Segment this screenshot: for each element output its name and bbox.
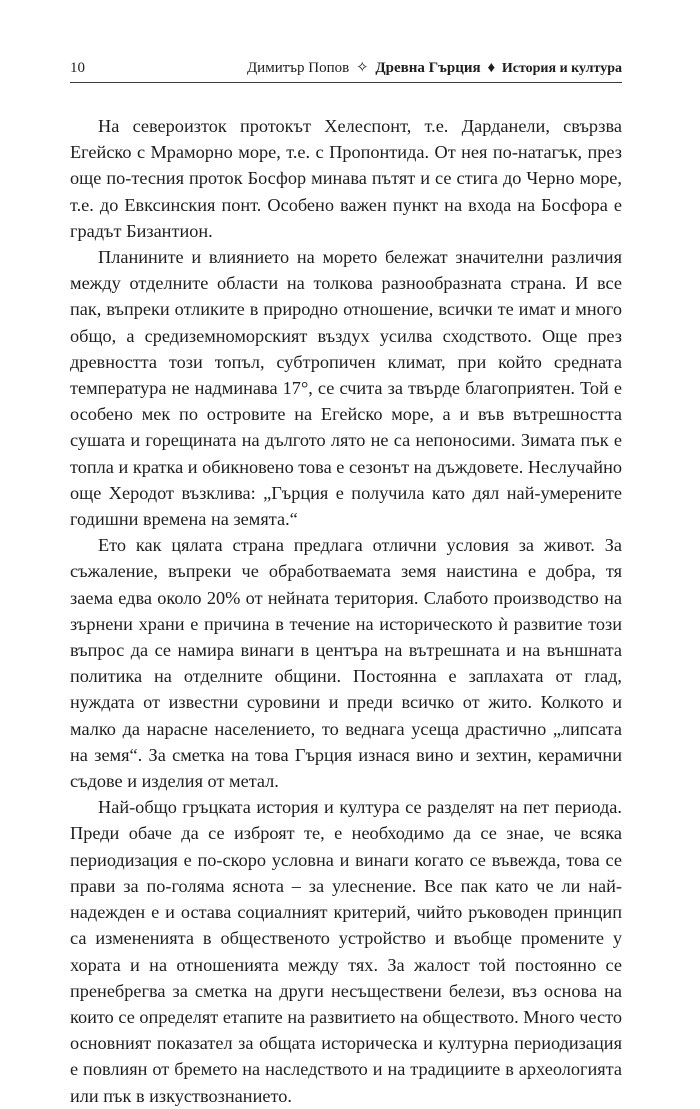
- body-text: [70, 113, 622, 1109]
- book-title: Древна Гърция: [375, 60, 481, 76]
- page-header: [70, 58, 622, 83]
- paragraph-climate: Планините и влиянието на морето бележат значителни различия между отделните области на толкова разнообразната страна. И все пак, въпреки отликите в природно отношение, всички те имат и много общо, а средиземноморският въздух усилва сходството. Още през древността този топъл, субтропичен климат, при който средната температура не надминава 17°, се счита за твърде благоприятен. Той е особено мек по островите на Егейско море, а и във вътрешността сушата и горещината на дългото лято не са непоносими. Зимата пък е топла и кратка и обикновено това е сезонът на дъждовете. Неслучайно още Херодот възклива: „Гърция е получила като дял най-умерените годишни времена на земята.“: [70, 247, 623, 530]
- page-number: 10: [70, 60, 85, 76]
- running-head: [247, 58, 622, 77]
- section-title: История и култура: [501, 61, 622, 76]
- author-name: Димитър Попов: [246, 60, 350, 76]
- paragraph-straits: На североизток протокът Хелеспонт, т.е. Дарданели, свързва Егейско с Мраморно море, т.е. с Пропонтида. От нея по-натагък, през още по-тесния проток Босфор минава пътят и се стига до Черно море, т.е. до Евксинския понт. Особено важен пункт на входа на Босфора е градът Бизантион.: [70, 116, 622, 241]
- diamond-ornament-icon: ♦: [487, 60, 496, 76]
- book-page: [70, 58, 622, 1109]
- paragraph-periodization: Най-общо гръцката история и култура се разделят на пет периода. Преди обаче да се изброят те, е необходимо да се знае, че всяка периодизация е по-скоро условна и винаги когато се въвежда, това се прави за по-голяма яснота – за улеснение. Все пак като че ли най-надежден е и остава социалният критерий, чийто ръководен принцип са измененията в общественото устройство и въобще промените у хората и на отношенията между тях. За жалост той постоянно се пренебрегва за сметка на други несъществени белези, въз основа на които се определят етапите на развитието на обществото. Много често основният показател за общата историческа и културна периодизация е повлиян от бремето на наследството и на традициите в археологията или пък в изкуствознанието.: [70, 797, 622, 1106]
- paragraph-land: Ето как цялата страна предлага отлични условия за живот. За съжаление, въпреки че обработваемата земя наистина е добра, тя заема едва около 20% от нейната територия. Слабото производство на зърнени храни е причина в течение на историческото ѝ развитие този въпрос да се намира винаги в центъра на вътрешната и на външната политика на отделните общини. Постоянна е заплахата от глад, нуждата от известни суровини и преди всичко от жито. Колкото и малко да нарасне населението, то веднага усеща драстично „липсата на земя“. За сметка на това Гърция изнася вино и зехтин, керамични съдове и изделия от метал.: [70, 535, 622, 792]
- sparkle-ornament-icon: ✧: [356, 60, 369, 76]
